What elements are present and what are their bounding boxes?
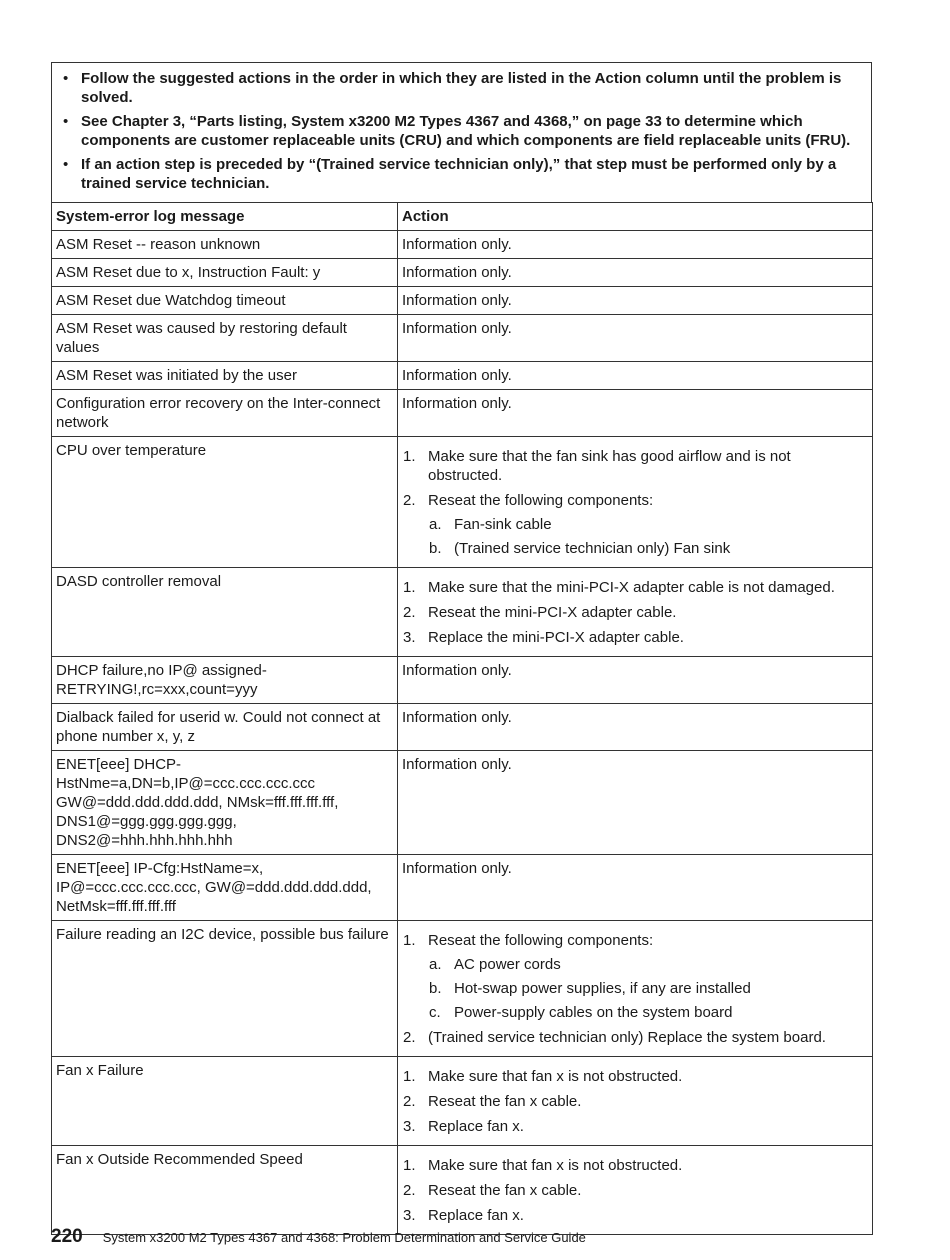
table-header-row — [52, 203, 873, 231]
sub-step — [428, 979, 868, 998]
note-item: • If an action step is preceded by “(Trained service technician only),” that step must be performed only by a trained service technician. — [60, 155, 863, 193]
action-step — [402, 628, 868, 647]
note-item: • Follow the suggested actions in the order in which they are listed in the Action column until the problem is solved. — [60, 69, 863, 107]
page-footer — [51, 1226, 586, 1248]
step-text: (Trained service technician only) Replace the system board. — [428, 1029, 826, 1046]
step-number: 1. — [403, 448, 416, 465]
step-text: Reseat the fan x cable. — [428, 1093, 582, 1110]
step-text: Make sure that fan x is not obstructed. — [428, 1157, 683, 1174]
table-row — [52, 921, 873, 1057]
step-number: 3. — [403, 629, 416, 646]
sub-step-letter: a. — [429, 956, 442, 973]
step-number: 1. — [403, 932, 416, 949]
action-cell: Information only. — [398, 315, 873, 362]
sub-step-letter: b. — [429, 540, 442, 557]
table-row — [52, 390, 873, 437]
step-text: Reseat the mini-PCI-X adapter cable. — [428, 604, 677, 621]
error-message-cell: ENET[eee] IP-Cfg:HstName=x, IP@=ccc.ccc.ccc.ccc, GW@=ddd.ddd.ddd.ddd, NetMsk=fff.fff.fff.fff — [52, 855, 398, 921]
action-step — [402, 931, 868, 1022]
error-message-cell: ASM Reset due Watchdog timeout — [52, 287, 398, 315]
table-row — [52, 855, 873, 921]
action-cell — [398, 1146, 873, 1235]
action-cell: Information only. — [398, 657, 873, 704]
table-row — [52, 568, 873, 657]
sub-steps-list — [428, 955, 868, 1022]
column-header-message: System-error log message — [52, 203, 398, 231]
step-text: Reseat the following components: — [428, 492, 654, 509]
step-number: 2. — [403, 1182, 416, 1199]
table-row — [52, 287, 873, 315]
page-number: 220 — [51, 1226, 83, 1247]
action-cell — [398, 1057, 873, 1146]
action-cell: Information only. — [398, 287, 873, 315]
action-step — [402, 1067, 868, 1086]
action-cell: Information only. — [398, 855, 873, 921]
step-text: Make sure that the mini-PCI-X adapter cable is not damaged. — [428, 579, 835, 596]
action-cell: Information only. — [398, 362, 873, 390]
action-step — [402, 578, 868, 597]
column-header-action: Action — [398, 203, 873, 231]
table-row — [52, 362, 873, 390]
error-message-cell: Fan x Outside Recommended Speed — [52, 1146, 398, 1235]
error-message-cell: CPU over temperature — [52, 437, 398, 568]
sub-step-letter: a. — [429, 516, 442, 533]
step-text: Reseat the fan x cable. — [428, 1182, 582, 1199]
step-text: Replace fan x. — [428, 1207, 524, 1224]
action-cell — [398, 568, 873, 657]
action-cell: Information only. — [398, 390, 873, 437]
step-number: 2. — [403, 1093, 416, 1110]
sub-step-text: Power-supply cables on the system board — [454, 1004, 733, 1021]
step-number: 1. — [403, 1157, 416, 1174]
action-step — [402, 1156, 868, 1175]
step-number: 3. — [403, 1118, 416, 1135]
error-message-cell: ASM Reset was initiated by the user — [52, 362, 398, 390]
footer-title: System x3200 M2 Types 4367 and 4368: Problem Determination and Service Guide — [102, 1230, 586, 1245]
action-steps-list — [402, 447, 868, 558]
table-row — [52, 437, 873, 568]
action-step — [402, 1028, 868, 1047]
sub-step — [428, 955, 868, 974]
sub-step-letter: c. — [429, 1004, 441, 1021]
sub-step-letter: b. — [429, 980, 442, 997]
step-number: 2. — [403, 604, 416, 621]
error-message-cell: ASM Reset was caused by restoring default values — [52, 315, 398, 362]
note-item: • See Chapter 3, “Parts listing, System x3200 M2 Types 4367 and 4368,” on page 33 to determine which components are customer replaceable units (CRU) and which components are field replaceable units (FRU). — [60, 112, 863, 150]
table-row — [52, 259, 873, 287]
table-row — [52, 1057, 873, 1146]
sub-step-text: (Trained service technician only) Fan sink — [454, 540, 731, 557]
step-text: Reseat the following components: — [428, 932, 654, 949]
action-cell: Information only. — [398, 704, 873, 751]
error-message-cell: ENET[eee] DHCP- HstNme=a,DN=b,IP@=ccc.ccc.ccc.ccc GW@=ddd.ddd.ddd.ddd, NMsk=fff.fff.fff.fff, DNS1@=ggg.ggg.ggg.ggg, DNS2@=hhh.hhh.hhh.hhh — [52, 751, 398, 855]
step-number: 2. — [403, 492, 416, 509]
sub-step-text: Fan-sink cable — [454, 516, 552, 533]
table-row — [52, 657, 873, 704]
table-row — [52, 704, 873, 751]
error-log-table — [51, 202, 873, 1235]
error-message-cell: ASM Reset due to x, Instruction Fault: y — [52, 259, 398, 287]
action-cell — [398, 437, 873, 568]
action-steps-list — [402, 578, 868, 647]
error-message-cell: Failure reading an I2C device, possible bus failure — [52, 921, 398, 1057]
step-text: Replace the mini-PCI-X adapter cable. — [428, 629, 684, 646]
action-step — [402, 603, 868, 622]
action-step — [402, 491, 868, 558]
action-cell — [398, 921, 873, 1057]
step-number: 2. — [403, 1029, 416, 1046]
error-message-cell: Fan x Failure — [52, 1057, 398, 1146]
sub-step-text: Hot-swap power supplies, if any are installed — [454, 980, 751, 997]
error-message-cell: Configuration error recovery on the Inter-connect network — [52, 390, 398, 437]
action-steps-list — [402, 1156, 868, 1225]
action-steps-list — [402, 1067, 868, 1136]
error-message-cell: Dialback failed for userid w. Could not connect at phone number x, y, z — [52, 704, 398, 751]
notes-box — [51, 62, 872, 202]
step-text: Make sure that fan x is not obstructed. — [428, 1068, 683, 1085]
action-cell: Information only. — [398, 751, 873, 855]
sub-step — [428, 515, 868, 534]
table-row — [52, 231, 873, 259]
step-text: Make sure that the fan sink has good airflow and is not obstructed. — [428, 448, 791, 484]
action-cell: Information only. — [398, 231, 873, 259]
error-message-cell: ASM Reset -- reason unknown — [52, 231, 398, 259]
table-row — [52, 751, 873, 855]
document-page — [51, 62, 872, 1235]
action-step — [402, 1206, 868, 1225]
action-step — [402, 1181, 868, 1200]
action-cell: Information only. — [398, 259, 873, 287]
step-number: 1. — [403, 579, 416, 596]
table-body — [52, 231, 873, 1235]
sub-step-text: AC power cords — [454, 956, 561, 973]
sub-step — [428, 539, 868, 558]
table-row — [52, 315, 873, 362]
error-message-cell: DASD controller removal — [52, 568, 398, 657]
step-number: 1. — [403, 1068, 416, 1085]
sub-step — [428, 1003, 868, 1022]
table-row — [52, 1146, 873, 1235]
action-step — [402, 447, 868, 485]
action-steps-list — [402, 931, 868, 1047]
step-text: Replace fan x. — [428, 1118, 524, 1135]
error-message-cell: DHCP failure,no IP@ assigned- RETRYING!,rc=xxx,count=yyy — [52, 657, 398, 704]
sub-steps-list — [428, 515, 868, 558]
action-step — [402, 1092, 868, 1111]
step-number: 3. — [403, 1207, 416, 1224]
action-step — [402, 1117, 868, 1136]
